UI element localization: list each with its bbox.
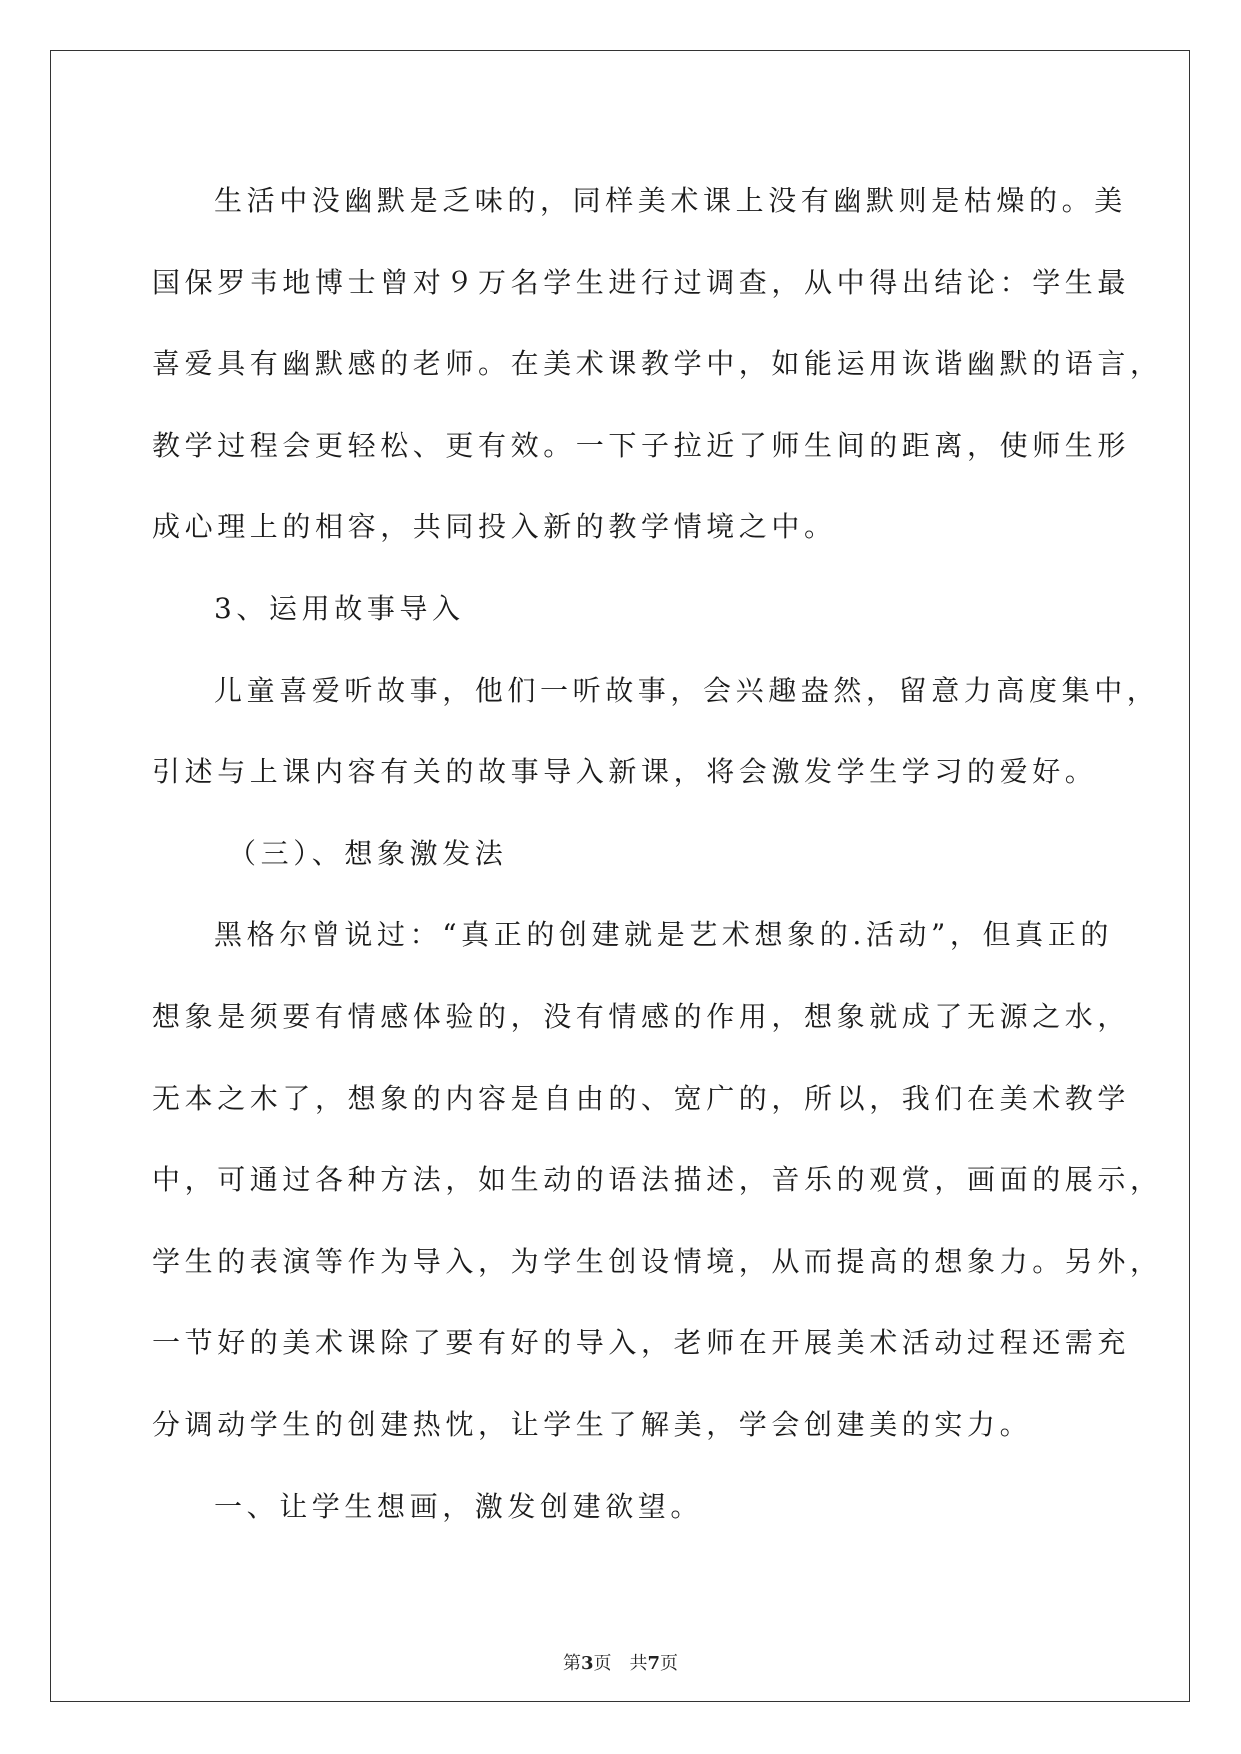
paragraph-line: 国保罗韦地博士曾对９万名学生进行过调查，从中得出结论：学生最 <box>152 265 1131 299</box>
document-body <box>152 160 1163 1547</box>
paragraph-line: 喜爱具有幽默感的老师。在美术课教学中，如能运用诙谐幽默的语言， <box>152 347 1163 381</box>
paragraph-line: 教学过程会更轻松、更有效。一下子拉近了师生间的距离，使师生形 <box>152 428 1131 462</box>
total-pages: 7 <box>647 1653 661 1674</box>
section-heading: （三）、想象激发法 <box>228 836 508 870</box>
page-prefix: 第 <box>562 1653 581 1674</box>
paragraph-line: 学生的表演等作为导入，为学生创设情境，从而提高的想象力。另外， <box>152 1244 1163 1278</box>
paragraph-line: 中，可通过各种方法，如生动的语法描述，音乐的观赏，画面的展示， <box>152 1163 1163 1197</box>
paragraph-line: 生活中没幽默是乏味的，同样美术课上没有幽默则是枯燥的。美 <box>214 184 1127 217</box>
total-prefix: 共 <box>629 1653 648 1674</box>
paragraph-line: 儿童喜爱听故事，他们一听故事，会兴趣盎然，留意力高度集中， <box>214 673 1160 707</box>
total-suffix: 页 <box>660 1653 679 1674</box>
paragraph-line: 一节好的美术课除了要有好的导入，老师在开展美术活动过程还需充 <box>152 1326 1131 1360</box>
page-suffix: 页 <box>593 1653 612 1674</box>
paragraph-line: 成心理上的相容，共同投入新的教学情境之中。 <box>152 510 837 544</box>
page-number: 3 <box>580 1653 594 1674</box>
paragraph-line: 分调动学生的创建热忱，让学生了解美，学会创建美的实力。 <box>152 1407 1033 1441</box>
paragraph-line: 黑格尔曾说过：“真正的创建就是艺术想象的.活动”，但真正的 <box>214 918 1113 952</box>
paragraph-line: 无本之木了，想象的内容是自由的、宽广的，所以，我们在美术教学 <box>152 1081 1131 1115</box>
section-heading: 一、让学生想画，激发创建欲望。 <box>214 1489 704 1523</box>
paragraph-line: 引述与上课内容有关的故事导入新课，将会激发学生学习的爱好。 <box>152 755 1098 789</box>
paragraph-line: 想象是须要有情感体验的，没有情感的作用，想象就成了无源之水， <box>152 999 1131 1033</box>
section-heading: 3、运用故事导入 <box>214 591 465 625</box>
page-footer <box>0 1652 1241 1676</box>
